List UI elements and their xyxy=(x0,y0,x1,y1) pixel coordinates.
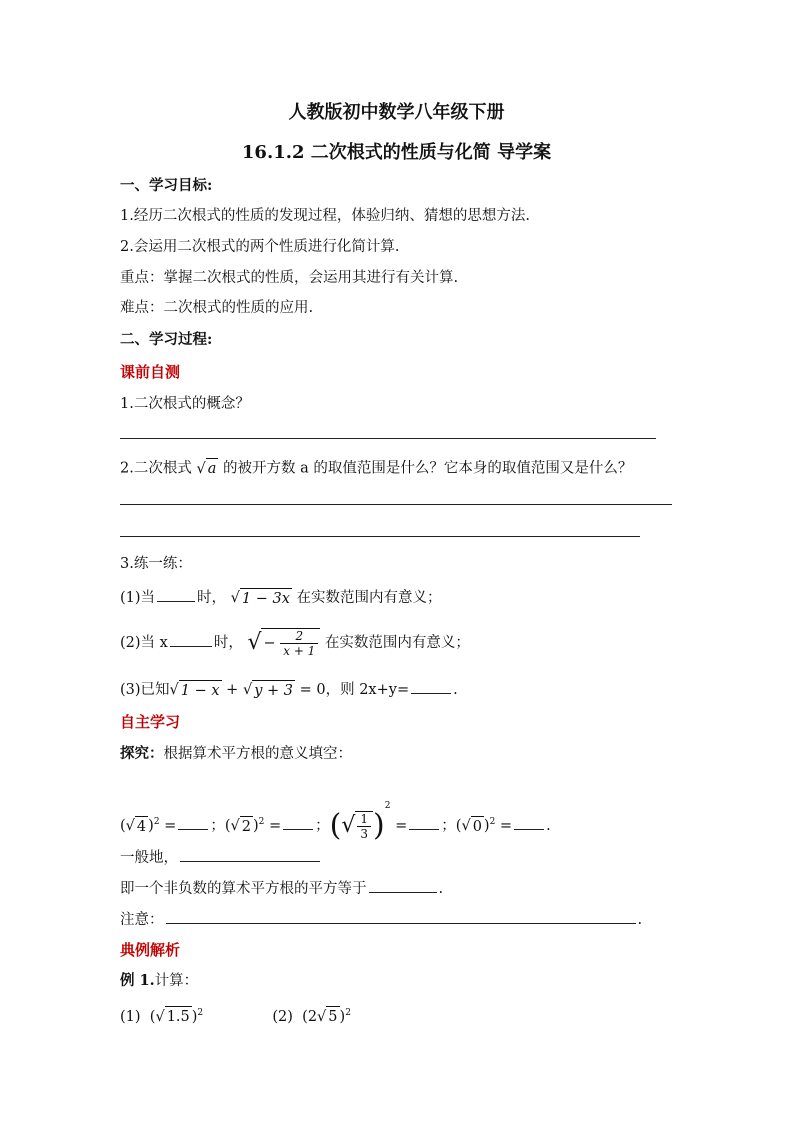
question-1: 1.二次根式的概念？ xyxy=(120,396,250,412)
sqrt-a: √ a xyxy=(196,458,218,479)
answer-line-2b xyxy=(120,536,640,537)
question-2: 2.二次根式 √ a 的被开方数 a 的取值范围是什么？它本身的取值范围又是什么？ xyxy=(120,458,632,479)
answer-line-1 xyxy=(120,438,656,439)
sqrt-2: √ 2 xyxy=(231,816,253,837)
sqrt-5: √ 5 xyxy=(317,1006,339,1027)
blank-1[interactable] xyxy=(157,586,195,602)
goal-2: 2.会运用二次根式的两个性质进行化简计算. xyxy=(120,239,400,255)
blank-statement[interactable] xyxy=(369,877,437,893)
example-1: 例 1.计算： xyxy=(120,972,199,989)
explore-line: 探究：根据算术平方根的意义填空： xyxy=(120,745,352,762)
document-title: 人教版初中数学八年级下册 xyxy=(288,102,505,123)
practice-2: (2)当 x 时， √ − $\frac{2}{x + 1}$ 在实数范围内有意义； xyxy=(120,629,470,658)
note-line: 注意： . xyxy=(120,908,642,930)
goal-1: 1.经历二次根式的性质的发现过程，体验归纳、猜想的思想方法. xyxy=(120,208,530,224)
document-subtitle: 16.1.2 二次根式的性质与化简 导学案 xyxy=(241,142,552,163)
example-1-items: (1) (√ 1.5 )$^2$ (2) (2√ 5 )$^2$ xyxy=(120,1008,351,1026)
answer-line-2a xyxy=(120,504,672,505)
examples-label: 典例解析 xyxy=(120,941,181,959)
general-line: 一般地， xyxy=(120,846,322,868)
blank-note[interactable] xyxy=(166,908,636,924)
statement-line: 即一个非负数的算术平方根的平方等于 . xyxy=(120,877,443,899)
sqrt-4: √ 4 xyxy=(126,816,148,837)
sqrt-1-3x: √ 1 − 3x xyxy=(231,588,292,609)
question-3: 3.练一练： xyxy=(120,556,192,572)
key-point: 重点：掌握二次根式的性质，会运用其进行有关计算. xyxy=(120,270,459,286)
blank-general[interactable] xyxy=(180,846,320,862)
sqrt-1-5: √ 1.5 xyxy=(155,1006,191,1027)
sqrt-0: √ 0 xyxy=(461,816,483,837)
sqrt-1-x: √ 1 − x xyxy=(170,680,222,701)
blank-e2[interactable] xyxy=(283,814,313,830)
sqrt-fraction: √ − $\frac{2}{x + 1}$ xyxy=(247,628,320,658)
practice-1: (1)当 时， √ 1 − 3x 在实数范围内有意义； xyxy=(120,586,442,609)
sqrt-one-third: √ $\frac{1}{3}$ xyxy=(341,811,373,841)
blank-e1[interactable] xyxy=(178,814,208,830)
pre-test-label: 课前自测 xyxy=(120,363,181,381)
blank-e3[interactable] xyxy=(409,814,439,830)
self-study-label: 自主学习 xyxy=(120,713,181,731)
practice-3: (3)已知√ 1 − x + √ y + 3 = 0，则 2x+y= . xyxy=(120,678,458,701)
section1-heading: 一、学习目标: xyxy=(120,177,213,194)
sqrt-y-3: √ y + 3 xyxy=(243,680,295,701)
difficulty: 难点：二次根式的性质的应用. xyxy=(120,300,314,316)
blank-e4[interactable] xyxy=(514,814,544,830)
section2-heading: 二、学习过程: xyxy=(120,331,213,348)
explore-expressions: (√ 4 )$^2$ = ；(√ 2 )$^2$ = ；(√ $\frac{1}{3}$ )$^2$ = ；(√ 0 )$^2$ = . xyxy=(120,801,551,843)
blank-3[interactable] xyxy=(411,678,451,694)
blank-2[interactable] xyxy=(170,631,212,647)
